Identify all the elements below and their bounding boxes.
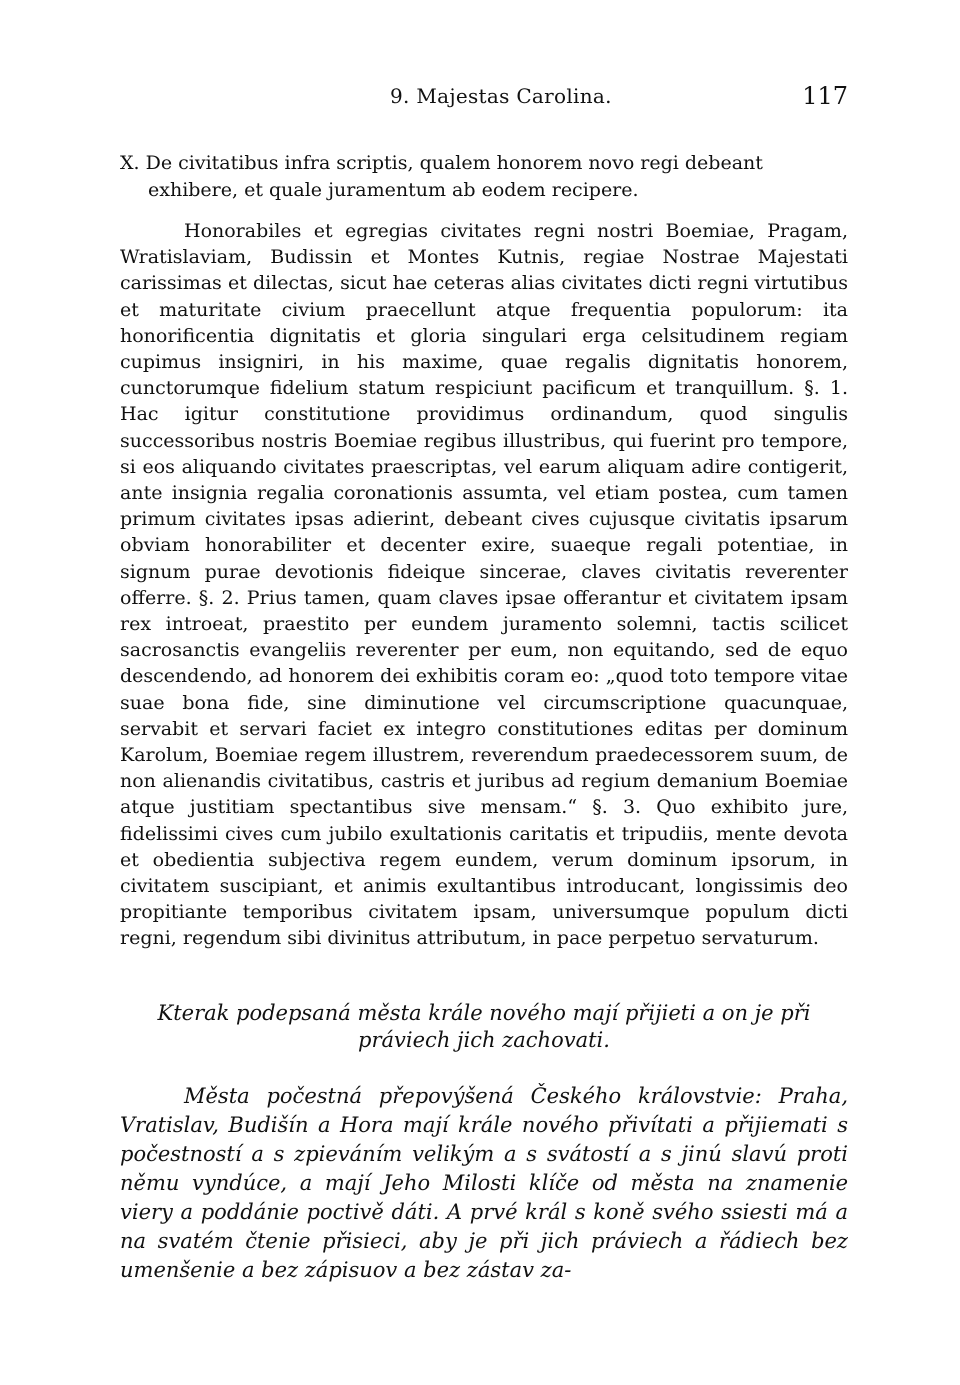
section-heading: X. De civitatibus infra scriptis, qualem honorem novo regi debeant exhibere, et quale juramentum ab eodem recipere. bbox=[120, 152, 763, 201]
czech-paragraph: Města počestná přepovýšená Českého královstvie: Praha, Vratislav, Budišín a Hora mají krále nového přivítati a přijiemati s počestností a s zpieváním velikým a s svátostí a s jinú slavú proti němu vyndúce, a mají Jeho Milosti klíče od města na znamenie viery a poddánie poctivě dáti. A prvé král s koně svého ssiesti má a na svatém čtenie přisieci, aby je při jich práviech a řádiech bez umenšenie a bez zápisuov a bez zástav za- bbox=[120, 1083, 848, 1282]
latin-paragraph: Honorabiles et egregias civitates regni nostri Boemiae, Pragam, Wratislaviam, Budissin et Montes Kutnis, regiae Nostrae Majestati carissimas et dilectas, sicut hae ceteras alias civitates dicti regni virtutibus et maturitate civium praecellunt atque frequentia populorum: ita honorificentia dignitatis et gloria singulari erga celsitudinem regiam cupimus insigniri, in his maxime, quae regalis dignitatis honorem, cunctorumque fidelium statum respiciunt pacificum et tranquillum. §. 1. Hac igitur constitutione providimus ordinandum, quod singulis successoribus nostris Boemiae regibus illustribus, qui fuerint pro tempore, si eos aliquando civitates praescriptas, vel earum aliquam adire contigerit, ante insignia regalia coronationis assumta, vel etiam postea, cum tamen primum civitates ipsas adierint, debeant cives cujusque civitatis ipsarum obviam honorabiliter et decenter exire, suaeque regali potentiae, in signum purae devotionis fideique sincerae, claves civitatis reverenter offerre. §. 2. Prius tamen, quam claves ipsae offerantur et civitatem ipsam rex introeat, praestito per eundem juramento solemni, tactis scilicet sacrosanctis evangeliis reverenter per eum, non equitando, sed de equo descendendo, ad honorem dei exhibitis coram eo: „quod toto tempore vitae suae bona fide, sine diminutione vel circumscriptione quacunquae, servabit et servari faciet ex integro constitutiones editas per dominum Karolum, Boemiae regem illustrem, reverendum praedecessorem suum, de non alienandis civitatibus, castris et juribus ad regium demanium Boemiae atque justitiam spectantibus sive mensam.“ §. 3. Quo exhibito jure, fidelissimi cives cum jubilo exultationis caritatis et tripudiis, mente devota et obedientia subjectiva regem eundem, verum dominum ipsorum, in civitatem suscipiant, et animis exultantibus introducant, longissimis deo propitiante temporibus civitatem ipsam, universumque populum dicti regni, regendum sibi divinitus attributum, in pace perpetuo servaturum. bbox=[120, 220, 848, 950]
page-header bbox=[120, 84, 848, 116]
page-body bbox=[120, 150, 848, 1285]
czech-heading: Kterak podepsaná města krále nového mají přijieti a on je při práviech jich zachovati. bbox=[157, 1000, 811, 1052]
running-title: 9. Majestas Carolina. bbox=[390, 84, 612, 108]
page-number: 117 bbox=[802, 82, 848, 110]
